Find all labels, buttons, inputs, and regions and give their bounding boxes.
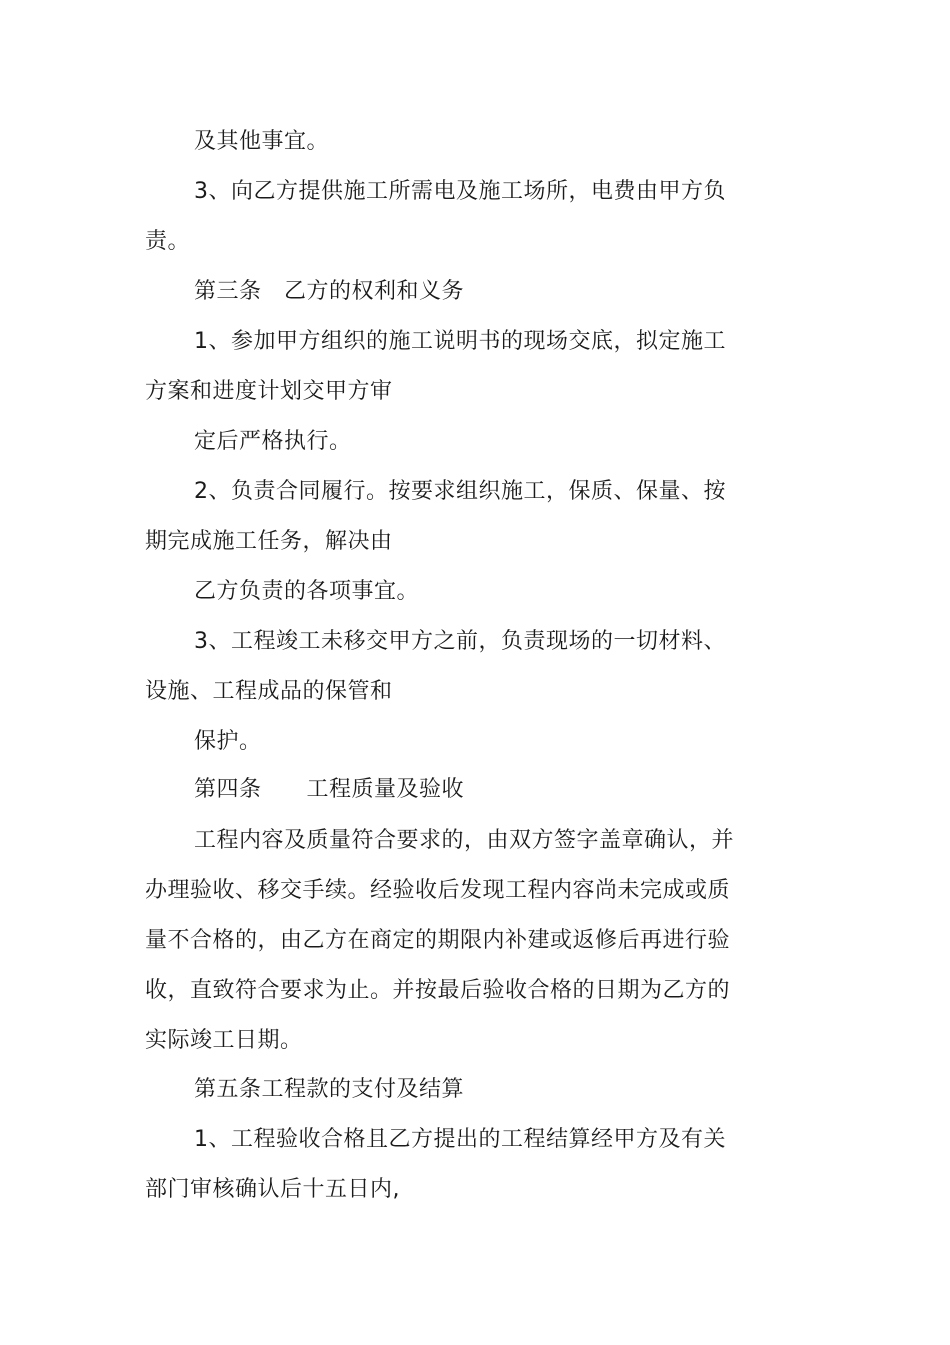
text-line: 保护。 — [194, 729, 262, 754]
text-line: 及其他事宜。 — [194, 129, 330, 154]
text-line: 量不合格的，由乙方在商定的期限内补建或返修后再进行验 — [145, 928, 731, 953]
section-heading: 第五条工程款的支付及结算 — [194, 1077, 465, 1102]
text-line: 1、工程验收合格且乙方提出的工程结算经甲方及有关 — [194, 1127, 726, 1152]
text-line: 3、工程竣工未移交甲方之前，负责现场的一切材料、 — [194, 629, 726, 654]
text-line: 乙方负责的各项事宜。 — [194, 579, 420, 604]
text-line: 期完成施工任务，解决由 — [145, 529, 393, 554]
text-line: 办理验收、移交手续。经验收后发现工程内容尚未完成或质 — [145, 878, 731, 903]
text-line: 工程内容及质量符合要求的，由双方签字盖章确认，并 — [194, 828, 735, 853]
text-line: 3、向乙方提供施工所需电及施工场所，电费由甲方负 — [194, 179, 726, 204]
text-line: 实际竣工日期。 — [145, 1028, 303, 1053]
section-heading: 第四条 工程质量及验收 — [194, 777, 465, 802]
text-line: 收，直致符合要求为止。并按最后验收合格的日期为乙方的 — [145, 978, 731, 1003]
text-line: 部门审核确认后十五日内, — [145, 1177, 400, 1202]
text-line: 1、参加甲方组织的施工说明书的现场交底，拟定施工 — [194, 329, 726, 354]
section-heading: 第三条 乙方的权利和义务 — [194, 279, 465, 304]
text-line: 方案和进度计划交甲方审 — [145, 379, 393, 404]
text-line: 责。 — [145, 229, 191, 254]
text-line: 设施、工程成品的保管和 — [145, 679, 393, 704]
text-line: 定后严格执行。 — [194, 429, 352, 454]
text-line: 2、负责合同履行。按要求组织施工，保质、保量、按 — [194, 479, 726, 504]
